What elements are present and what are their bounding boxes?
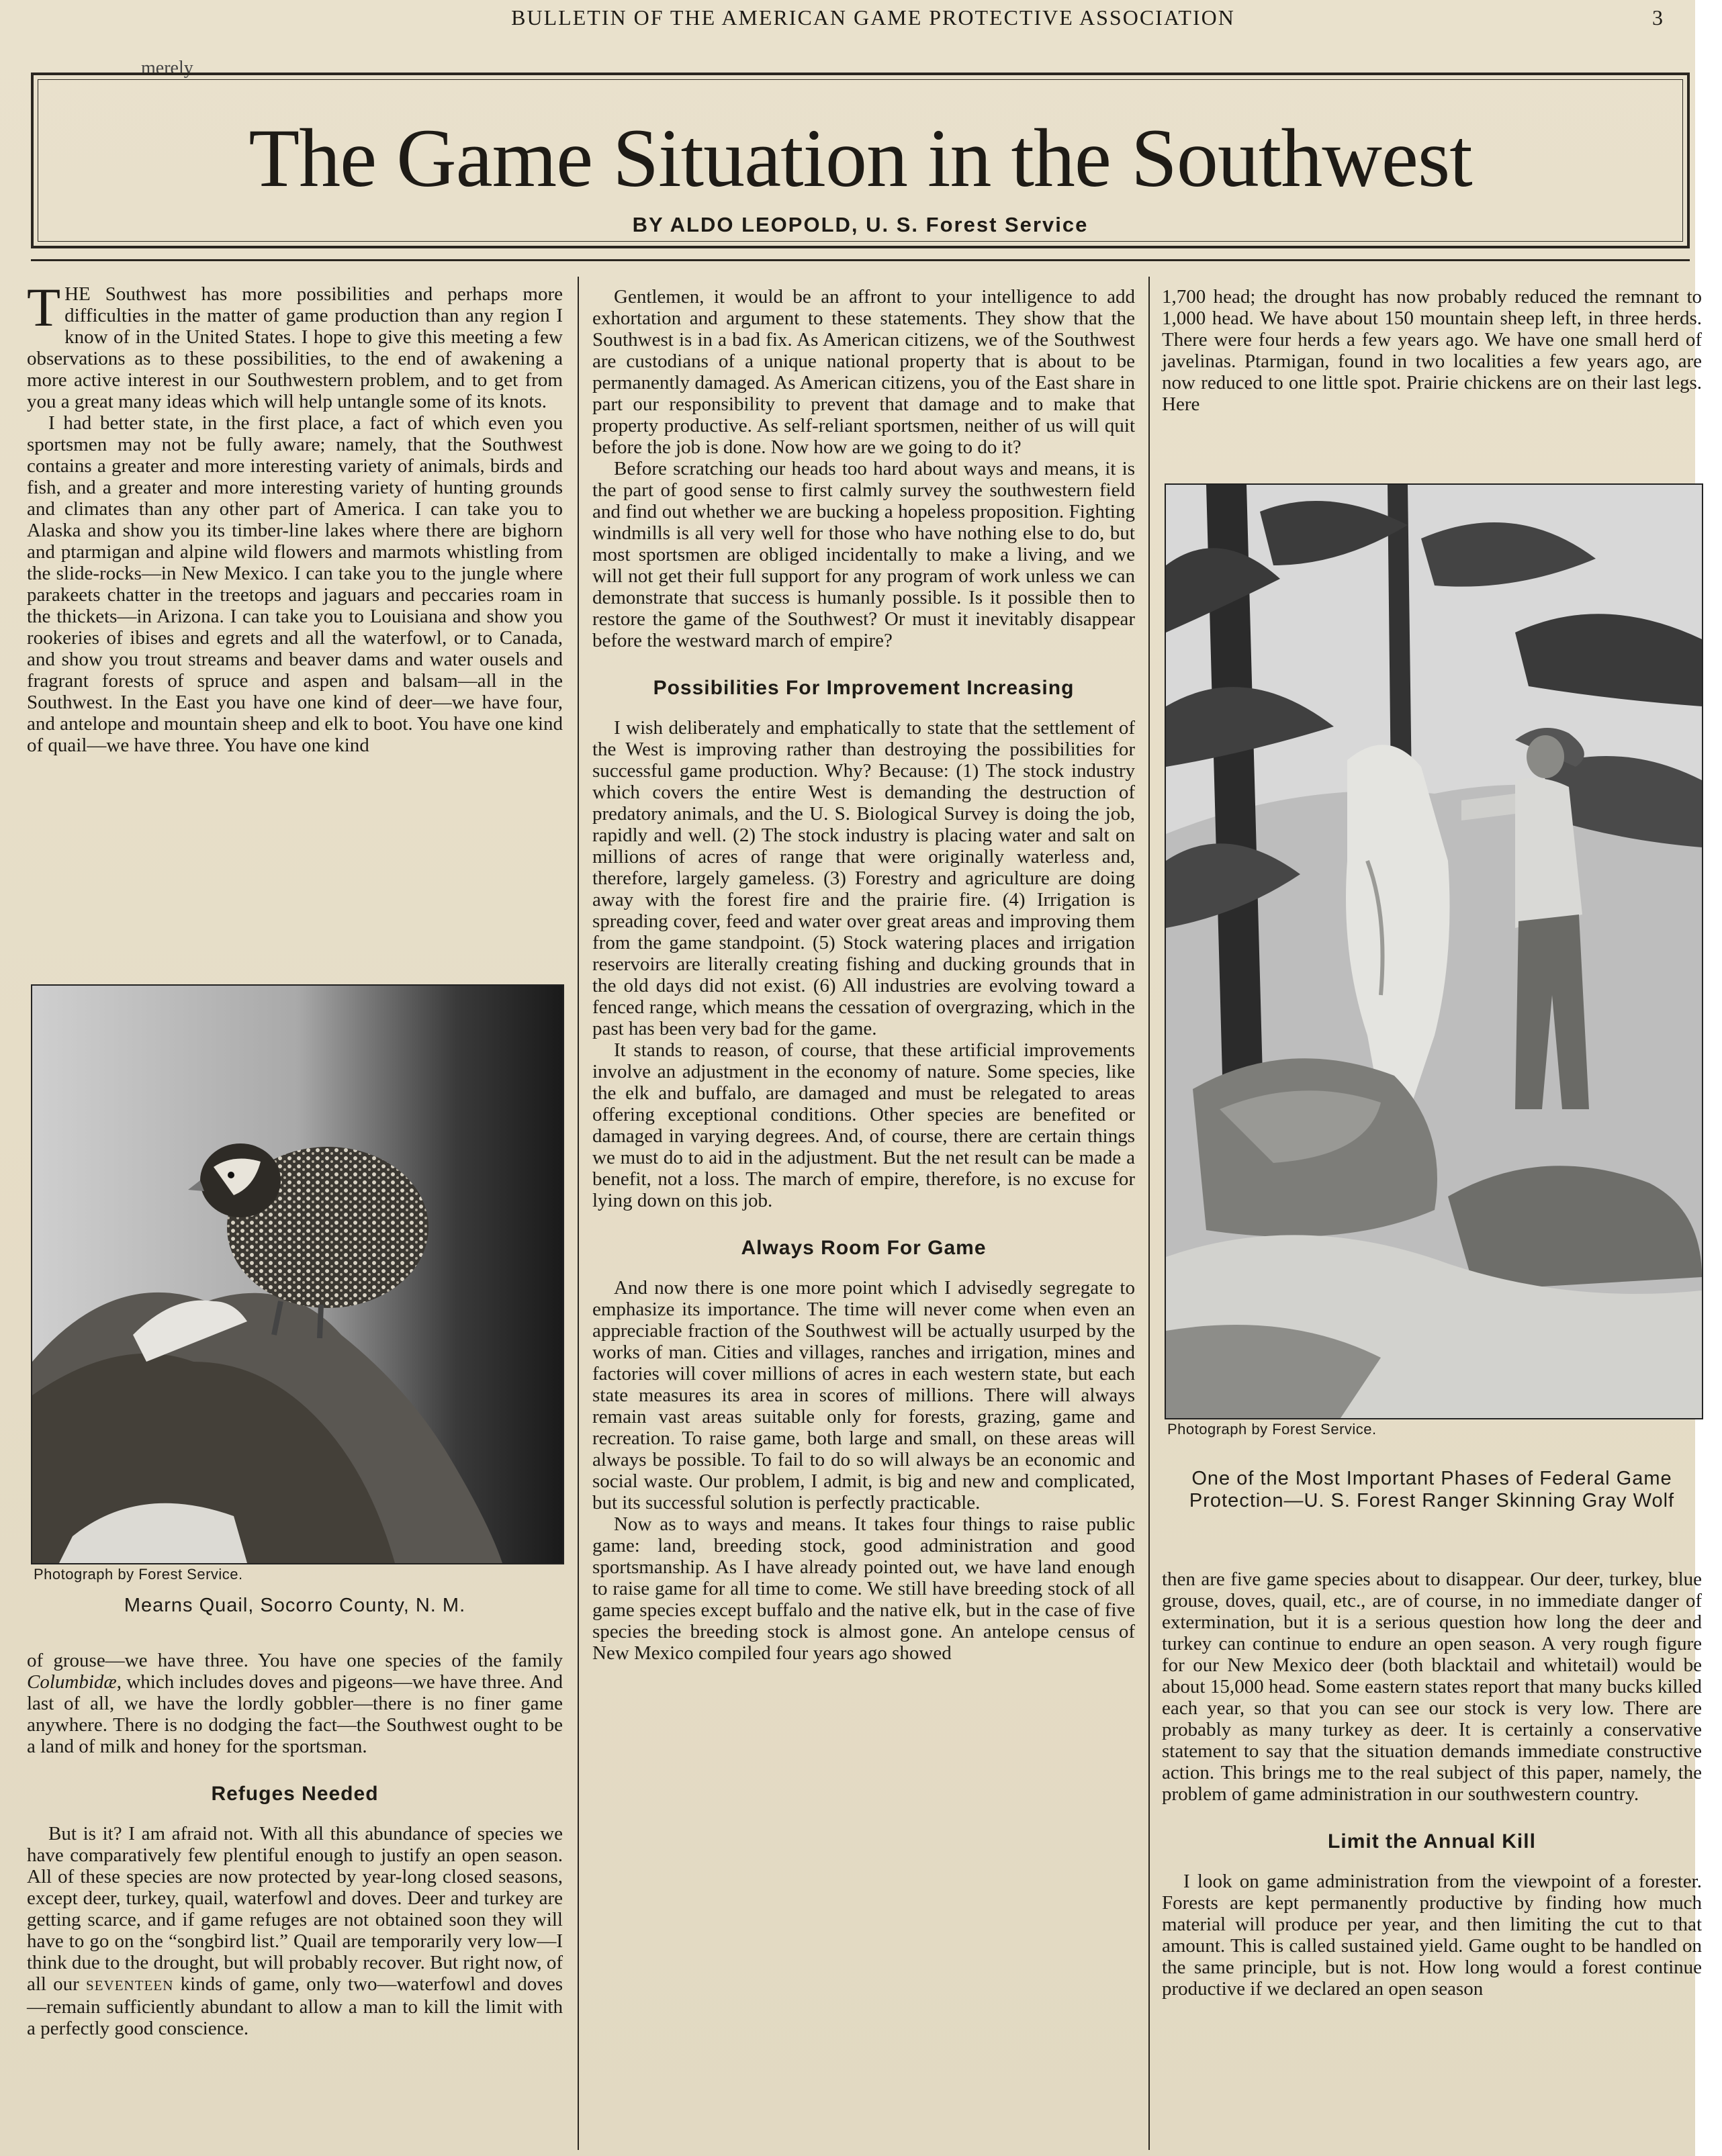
column-1-bottom — [27, 1650, 563, 2039]
ranger-wolf-photo-image — [1166, 485, 1702, 1418]
photo-caption: Mearns Quail, Socorro County, N. M. — [124, 1595, 466, 1616]
paragraph: 1,700 head; the drought has now probably reduced the remnant to 1,000 head. We have about 150 mountain sheep left, in three herds. There were four herds a few years ago. We have one small herd of javelinas. Ptarmigan, found in two localities a few years ago, are now reduced to one little spot. Prairie chickens are on their last legs. Here — [1162, 286, 1702, 415]
scrap-text: merely — [141, 58, 193, 79]
paragraph: THE Southwest has more possibilities and perhaps more difficulties in the matter of game production than any region I know of in the United States. I hope to give this meeting a few observations as to these possibilities, to the end of awakening a more active interest in our Southwestern problem, and to get from you a great many ideas which will help untangle some of its knots. — [27, 277, 563, 412]
paragraph: Now as to ways and means. It takes four things to raise public game: land, breeding stock, good administration and good sportsmanship. As I have already pointed out, we have land enough to raise game for all time to come. We still have breeding stock of all game species except buffalo and the native elk, but in the case of five species the breeding stock is almost gone. An antelope census of New Mexico compiled four years ago showed — [592, 1513, 1135, 1664]
paragraph: I look on game administration from the viewpoint of a forester. Forests are kept permanently productive by finding how much material will produce per year, and then limiting the cut to that amount. This is called sustained yield. Game ought to be handled on the same principle, but is not. How long would a forest continue productive if we declared an open season — [1162, 1871, 1702, 2000]
section-heading: Possibilities For Improvement Increasing — [653, 677, 1075, 699]
paragraph: Before scratching our heads too hard about ways and means, it is the part of good sense to first calmly survey the southwestern field and find out whether we are bucking a hopeless proposition. Fighting windmills is all very well for those who have nothing else to do, but most sportsmen are obliged incidentally to make a living, and we will not get their full support for any program of work unless we can demonstrate that success is humanly possible. Is it possible then to restore the game of the Southwest? Or must it inevitably disappear before the westward march of empire? — [592, 458, 1135, 651]
photo-credit: Photograph by Forest Service. — [1167, 1421, 1377, 1438]
page-number: 3 — [1652, 5, 1663, 30]
column-3-bottom — [1162, 1568, 1702, 2000]
section-heading: Always Room For Game — [741, 1237, 987, 1259]
paragraph: But is it? I am afraid not. With all this abundance of species we have comparatively few plentiful enough to justify an open season. All of these species are now protected by year-long closed seasons, except deer, turkey, quail, waterfowl and doves. Deer and turkey are getting scarce, and if game refuges are not obtained soon they will have to go on the “songbird list.” Quail are temporarily very low—I think due to the drought, but will probably recover. But right now, of all our SEVENTEEN kinds of game, only two—waterfowl and doves—remain sufficiently abundant to allow a man to kill the limit with a perfectly good conscience. — [27, 1823, 563, 2039]
paragraph: then are five game species about to disappear. Our deer, turkey, blue grouse, doves, quail, etc., are of course, in no immediate danger of extermination, but it is a serious question how long the deer and turkey can continue to endure an open season. A very rough figure for our New Mexico deer (both blacktail and whitetail) would be about 15,000 head. Some eastern states report that many bucks killed each year, so that you can see our stock is very low. There are probably as many turkey as deer. It is certainly a conservative statement to say that the situation demands immediate constructive action. This brings me to the real subject of this paper, namely, the problem of game administration in our southwestern country. — [1162, 1568, 1702, 1805]
article-byline: BY ALDO LEOPOLD, U. S. Forest Service — [632, 213, 1089, 236]
quail-photo-image — [32, 986, 563, 1563]
paragraph: I had better state, in the first place, a fact of which even you sportsmen may not be fully aware; namely, that the Southwest contains a greater and more interesting variety of animals, birds and fish, and a greater and more interesting variety of hunting grounds and climates than any other part of America. I can take you to Alaska and show you its timber-line lakes where there are bighorn and ptarmigan and alpine wild flowers and marmots whistling from the slide-rocks—in New Mexico. I can take you to the jungle where parakeets chatter in the treetops and jaguars and peccaries roam in the thickets—in Arizona. I can take you to Louisiana and show you rookeries of ibises and egrets and all the waterfowl, or to Canada, and show you trout streams and beaver dams and water ousels and fragrant forests of spruce and aspen and balsam—all in the Southwest. In the East you have one kind of deer—we have four, and antelope and mountain sheep and elk to boot. You have one kind of quail—we have three. You have one kind — [27, 412, 563, 756]
running-head: BULLETIN OF THE AMERICAN GAME PROTECTIVE ASSOCIATION — [511, 5, 1235, 30]
ranger-wolf-photo — [1165, 483, 1703, 1419]
section-heading: Refuges Needed — [211, 1783, 379, 1805]
paragraph: Gentlemen, it would be an affront to your intelligence to add exhortation and argument to these statements. They show that the Southwest is in a bad fix. As American citizens, we of the Southwest are custodians of a unique national property that is about to be permanently damaged. As American citizens, you of the East share in part our responsibility to prevent that damage and to make that property productive. As self-reliant sportsmen, neither of us will quit before the job is done. Now how are we going to do it? — [592, 286, 1135, 458]
article-title: The Game Situation in the Southwest — [248, 112, 1472, 204]
drop-cap: T — [27, 277, 61, 338]
paragraph: I wish deliberately and emphatically to state that the settlement of the West is improving rather than destroying the possibilities for successful game production. Why? Because: (1) The stock industry which covers the entire West is demanding the destruction of predatory animals, and the U. S. Biological Survey is doing the job, rapidly and well. (2) The stock industry is placing water and salt on millions of acres of range that were originally waterless and, therefore, largely gameless. (3) Forestry and agriculture are doing away with the forest fire and the prairie fire. (4) Irrigation is spreading cover, feed and water over great areas and improving them from the game standpoint. (5) Stock watering places and irrigation reservoirs are literally creating fishing and ducking grounds that in the old days did not exist. (6) All industries are evolving toward a fenced range, which means the cessation of overgrazing, which in the past has been very bad for the game. — [592, 717, 1135, 1039]
column-1-top — [27, 277, 563, 756]
column-3-top — [1162, 286, 1702, 415]
paragraph: And now there is one more point which I advisedly segregate to emphasize its importance. The time will never come when even an appreciable fraction of the Southwest will be actually usurped by the works of man. Cities and villages, ranches and irrigation, mines and factories will cover millions of acres in each western state, but each state measures its area in scores of millions. There will always remain vast areas suitable only for forests, grazing, game and recreation. To raise game, both large and small, on these areas will always be possible. To fail to do so will always be an economic and social waste. Our problem, I admit, is big and new and complicated, but its successful solution is perfectly practicable. — [592, 1277, 1135, 1513]
column-2 — [592, 286, 1135, 1664]
paragraph: of grouse—we have three. You have one species of the family Columbidæ, which includes doves and pigeons—we have three. And last of all, we have the lordly gobbler—there is no finer game anywhere. There is no dodging the fact—the Southwest ought to be a land of milk and honey for the sportsman. — [27, 1650, 563, 1757]
section-heading: Limit the Annual Kill — [1328, 1830, 1536, 1853]
paragraph: It stands to reason, of course, that these artificial improvements involve an adjustment in the economy of nature. Some species, like the elk and buffalo, are damaged and must be relegated to areas offering exceptional conditions. Other species are benefited or damaged in varying degrees. And, of course, there are certain things we must do to aid in the adjustment. But the net result can be made a benefit, not a loss. The march of empire, therefore, is no excuse for lying down on this job. — [592, 1039, 1135, 1211]
photo-credit: Photograph by Forest Service. — [34, 1566, 243, 1583]
column-rule — [1148, 277, 1150, 2150]
header-rule — [31, 259, 1690, 261]
title-box — [31, 73, 1690, 248]
quail-photo — [31, 984, 564, 1564]
column-rule — [578, 277, 579, 2150]
photo-caption: One of the Most Important Phases of Federal Game Protection—U. S. Forest Ranger Skinning Gray Wolf — [1189, 1468, 1675, 1511]
